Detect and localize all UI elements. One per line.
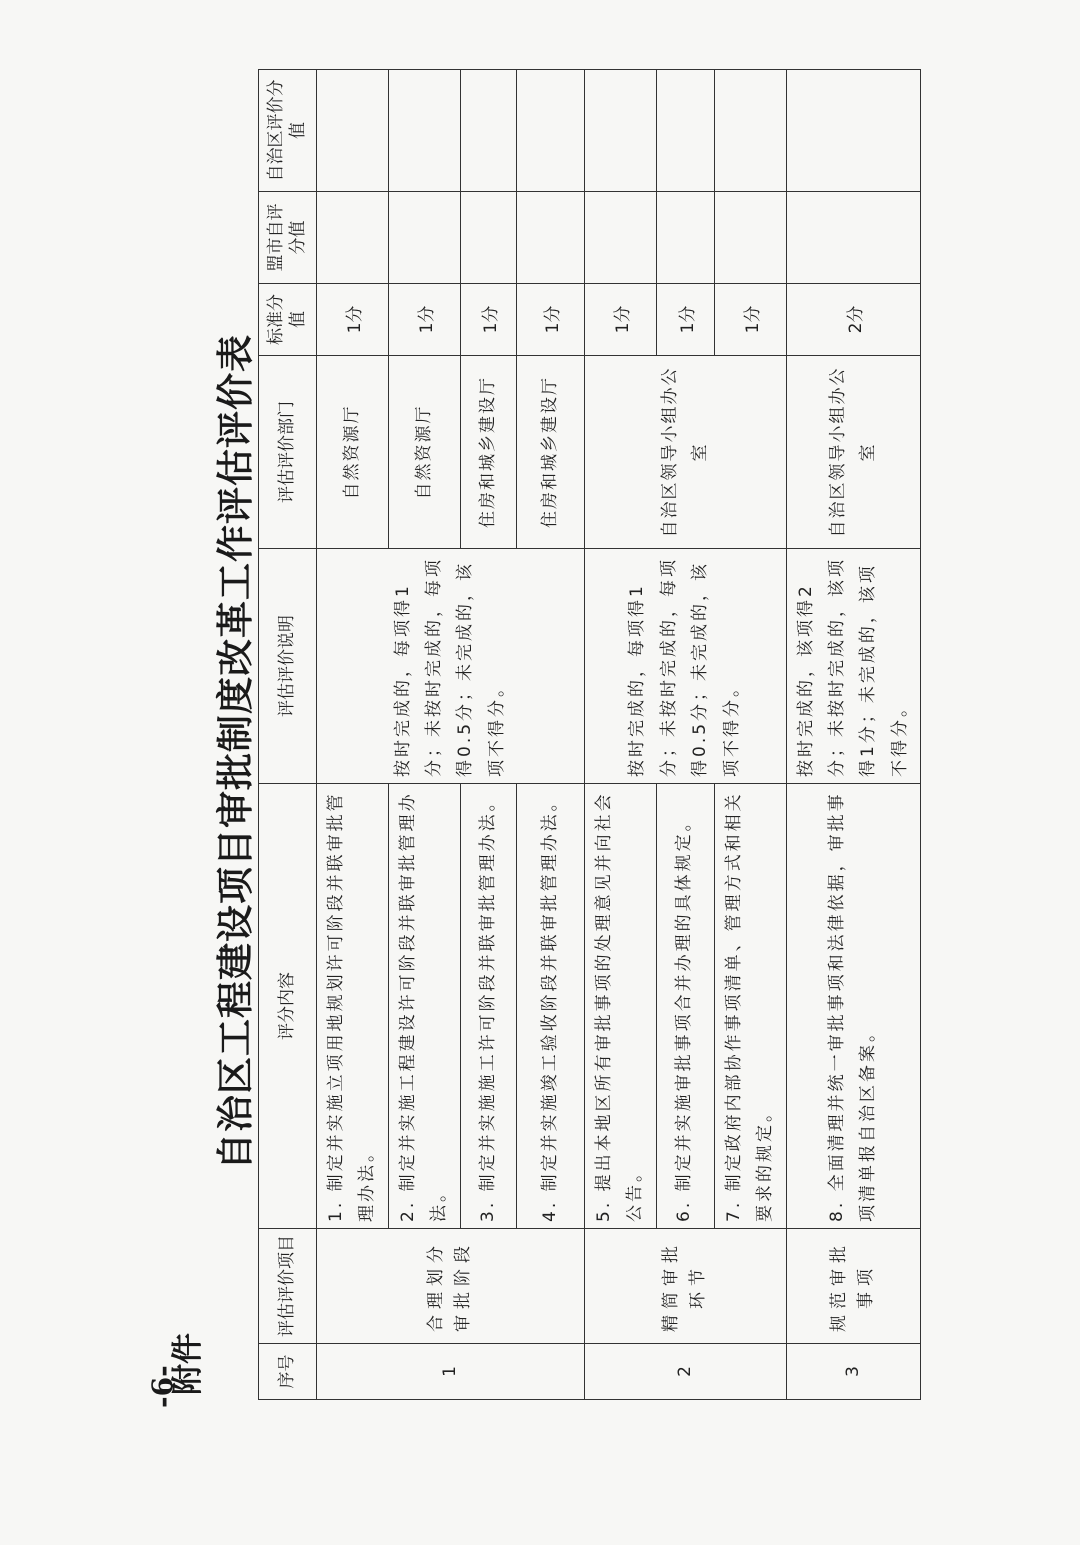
region-score-cell <box>516 70 584 192</box>
header-seq: 序号 <box>259 1344 317 1400</box>
city-self-score-cell <box>516 192 584 284</box>
city-self-score-cell <box>388 192 460 284</box>
header-region: 自治区评价分值 <box>259 70 317 192</box>
explain-cell: 按时完成的，该项得2分；未按时完成的，该项得1分；未完成的，该项不得分。 <box>786 549 921 784</box>
attachment-label: 附件 <box>170 1333 206 1395</box>
header-dept: 评估评价部门 <box>259 356 317 549</box>
header-content: 评分内容 <box>259 784 317 1229</box>
content-cell: 6. 制定并实施审批事项合并办理的具体规定。 <box>656 784 714 1229</box>
content-cell: 2. 制定并实施工程建设许可阶段并联审批管理办法。 <box>388 784 460 1229</box>
city-self-score-cell <box>584 192 656 284</box>
item-cell: 规范审批事项 <box>786 1229 921 1344</box>
dept-cell: 自治区领导小组办公室 <box>584 356 786 549</box>
standard-score-cell: 1分 <box>714 284 786 356</box>
city-self-score-cell <box>460 192 516 284</box>
seq-cell: 1 <box>317 1344 585 1400</box>
city-self-score-cell <box>317 192 389 284</box>
header-explain: 评估评价说明 <box>259 549 317 784</box>
header-city-self: 盟市自评分值 <box>259 192 317 284</box>
city-self-score-cell <box>656 192 714 284</box>
dept-cell: 自然资源厅 <box>388 356 460 549</box>
content-cell: 8. 全面清理并统一审批事项和法律依据，审批事项清单报自治区备案。 <box>786 784 921 1229</box>
standard-score-cell: 2分 <box>786 284 921 356</box>
table-header-row <box>259 70 317 1400</box>
explain-cell: 按时完成的，每项得1分；未按时完成的，每项得0.5分；未完成的，该项不得分。 <box>317 549 585 784</box>
dept-cell: 自治区领导小组办公室 <box>786 356 921 549</box>
table-row <box>584 70 656 1400</box>
header-standard: 标准分值 <box>259 284 317 356</box>
content-cell: 7. 制定政府内部协作事项清单、管理方式和相关要求的规定。 <box>714 784 786 1229</box>
page-title: 自治区工程建设项目审批制度改革工作评估评价表 <box>213 334 257 1170</box>
region-score-cell <box>584 70 656 192</box>
item-cell: 合理划分审批阶段 <box>317 1229 585 1344</box>
region-score-cell <box>714 70 786 192</box>
standard-score-cell: 1分 <box>388 284 460 356</box>
standard-score-cell: 1分 <box>516 284 584 356</box>
dept-cell: 自然资源厅 <box>317 356 389 549</box>
seq-cell: 3 <box>786 1344 921 1400</box>
evaluation-table-container <box>258 70 910 1400</box>
explain-cell: 按时完成的，每项得1分；未按时完成的，每项得0.5分；未完成的，该项不得分。 <box>584 549 786 784</box>
content-cell: 4. 制定并实施竣工验收阶段并联审批管理办法。 <box>516 784 584 1229</box>
content-cell: 1. 制定并实施立项用地规划许可阶段并联审批管理办法。 <box>317 784 389 1229</box>
region-score-cell <box>460 70 516 192</box>
seq-cell: 2 <box>584 1344 786 1400</box>
city-self-score-cell <box>786 192 921 284</box>
standard-score-cell: 1分 <box>584 284 656 356</box>
region-score-cell <box>786 70 921 192</box>
standard-score-cell: 1分 <box>460 284 516 356</box>
region-score-cell <box>317 70 389 192</box>
region-score-cell <box>656 70 714 192</box>
standard-score-cell: 1分 <box>317 284 389 356</box>
item-cell: 精简审批环节 <box>584 1229 786 1344</box>
page-number: -6- <box>146 1365 179 1408</box>
content-cell: 3. 制定并实施施工许可阶段并联审批管理办法。 <box>460 784 516 1229</box>
dept-cell: 住房和城乡建设厅 <box>516 356 584 549</box>
table-row <box>317 70 389 1400</box>
city-self-score-cell <box>714 192 786 284</box>
content-cell: 5. 提出本地区所有审批事项的处理意见并向社会公告。 <box>584 784 656 1229</box>
table-row <box>786 70 921 1400</box>
region-score-cell <box>388 70 460 192</box>
dept-cell: 住房和城乡建设厅 <box>460 356 516 549</box>
standard-score-cell: 1分 <box>656 284 714 356</box>
header-item: 评估评价项目 <box>259 1229 317 1344</box>
evaluation-table <box>258 69 921 1400</box>
